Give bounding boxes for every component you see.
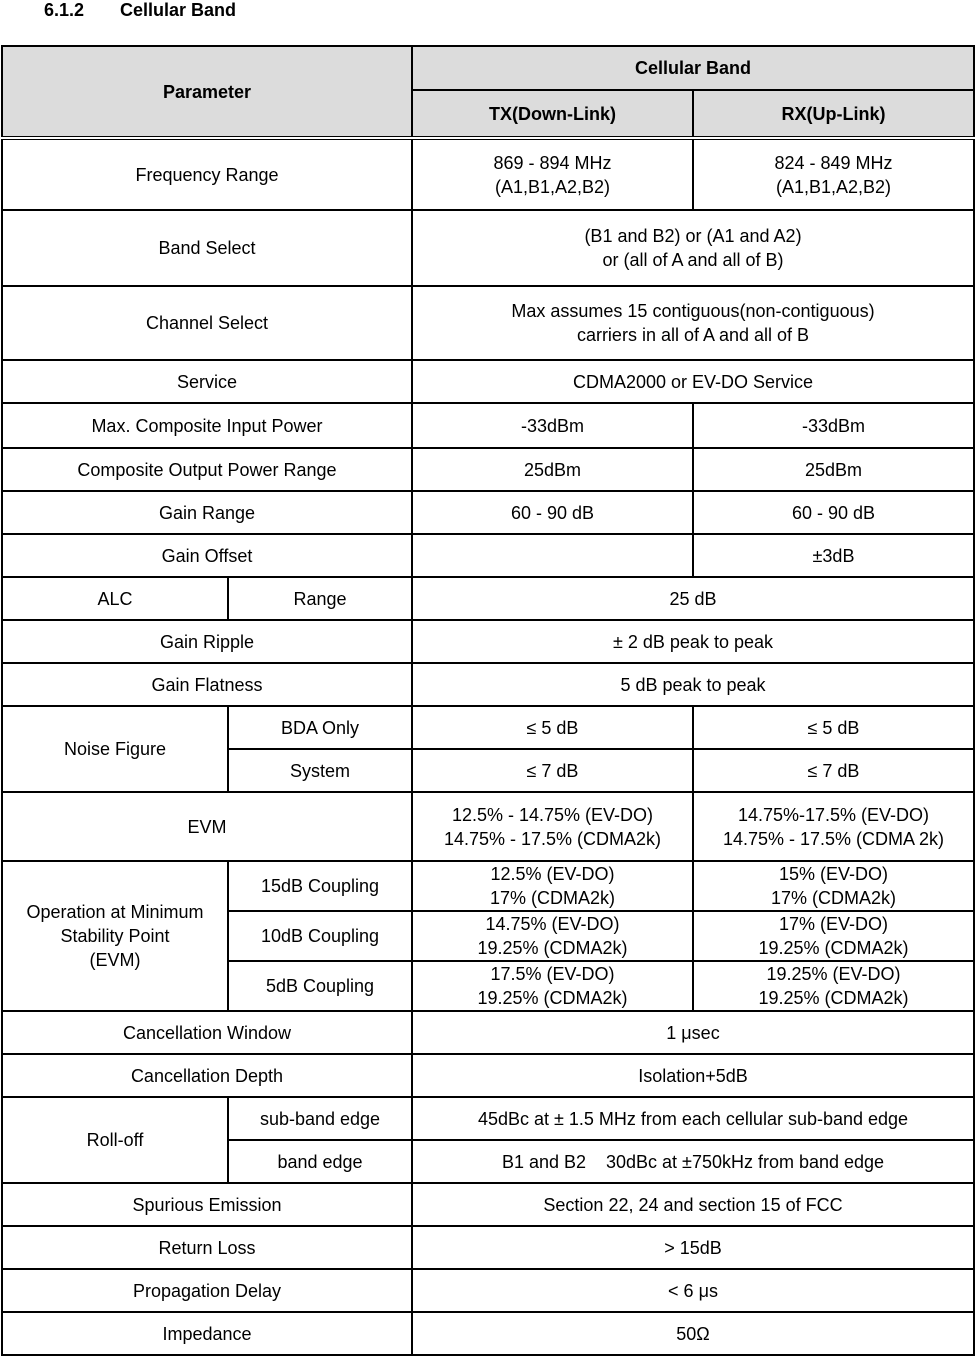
cell-line: Operation at Minimum [26,902,204,922]
cell-line: carriers in all of A and all of B [576,325,810,345]
row-label: Gain Offset [2,534,412,577]
value-cell: 25 dB [412,577,974,620]
rx-cell [693,138,974,210]
cell-line: Max assumes 15 contiguous(non-contiguous) [511,301,875,321]
table-row [2,1054,974,1097]
cell-line: 19.25% (CDMA2k) [758,988,909,1008]
row-label: Propagation Delay [2,1269,412,1312]
cellular-band-spec-table [1,45,975,1356]
cell-line: 12.5% (EV-DO) [490,864,615,884]
cell-line: 14.75% (EV-DO) [485,914,620,934]
cell-line: 19.25% (CDMA2k) [477,988,628,1008]
value-cell: Section 22, 24 and section 15 of FCC [412,1183,974,1226]
row-label: Gain Flatness [2,663,412,706]
cell-line: (B1 and B2) or (A1 and A2) [584,226,802,246]
value-cell: 1 μsec [412,1011,974,1054]
tx-cell [412,861,693,911]
table-row [2,663,974,706]
row-label: Noise Figure [2,706,228,792]
cell-line: 14.75% - 17.5% (CDMA2k) [443,828,662,849]
value-cell [412,286,974,360]
cell-line: Stability Point [60,926,170,946]
row-label: Cancellation Depth [2,1054,412,1097]
rx-cell: 60 - 90 dB [693,491,974,534]
table-row [2,792,974,861]
value-cell: ± 2 dB peak to peak [412,620,974,663]
header-parameter: Parameter [2,46,412,138]
row-label: Roll-off [2,1097,228,1183]
rx-cell [693,911,974,961]
row-label: Service [2,360,412,403]
cell-line: 14.75%-17.5% (EV-DO) [737,804,930,825]
value-cell: 50Ω [412,1312,974,1355]
cell-line: or (all of A and all of B) [602,250,784,270]
table-row [2,1226,974,1269]
section-title: Cellular Band [120,0,237,20]
row-sublabel: BDA Only [228,706,412,749]
row-sublabel: 10dB Coupling [228,911,412,961]
row-sublabel: 15dB Coupling [228,861,412,911]
tx-cell [412,911,693,961]
row-label: Max. Composite Input Power [2,403,412,448]
value-cell: > 15dB [412,1226,974,1269]
table-row [2,138,974,210]
row-label: Band Select [2,210,412,286]
table-row [2,1097,974,1140]
table-row [2,360,974,403]
table-row [2,534,974,577]
rx-cell: ±3dB [693,534,974,577]
row-sublabel: sub-band edge [228,1097,412,1140]
row-label: Gain Range [2,491,412,534]
value-cell: < 6 μs [412,1269,974,1312]
cell-line: (EVM) [89,950,141,970]
cell-line: (A1,B1,A2,B2) [775,176,892,197]
cell-line: 824 - 849 MHz [774,152,893,173]
value-cell: 5 dB peak to peak [412,663,974,706]
table-row [2,1183,974,1226]
tx-cell [412,792,693,861]
row-sublabel: 5dB Coupling [228,961,412,1011]
tx-cell: ≤ 5 dB [412,706,693,749]
cell-line: 17% (CDMA2k) [770,888,897,908]
cell-line: 17% (CDMA2k) [489,888,616,908]
rx-cell [693,961,974,1011]
row-label: Impedance [2,1312,412,1355]
section-heading [44,0,236,22]
row-sublabel: band edge [228,1140,412,1183]
rx-cell: -33dBm [693,403,974,448]
row-label: Frequency Range [2,138,412,210]
table-row [2,577,974,620]
row-label: ALC [2,577,228,620]
rx-cell [693,792,974,861]
tx-cell: 25dBm [412,448,693,491]
cell-line: 14.75% - 17.5% (CDMA 2k) [722,828,945,849]
tx-cell: 60 - 90 dB [412,491,693,534]
tx-cell [412,534,693,577]
cell-line: 19.25% (EV-DO) [766,964,901,984]
rx-cell [693,861,974,911]
cell-line: 17.5% (EV-DO) [490,964,615,984]
row-label: Return Loss [2,1226,412,1269]
tx-cell: ≤ 7 dB [412,749,693,792]
row-label [2,861,228,1011]
table-row [2,1269,974,1312]
row-sublabel: Range [228,577,412,620]
tx-cell [412,138,693,210]
table-row [2,403,974,448]
table-row [2,286,974,360]
header-tx: TX(Down-Link) [412,90,693,138]
table-row [2,1011,974,1054]
row-sublabel: System [228,749,412,792]
value-cell [412,210,974,286]
cell-line: 869 - 894 MHz [493,152,612,173]
cell-line: 19.25% (CDMA2k) [758,938,909,958]
table-row [2,861,974,911]
table-header-row [2,46,974,90]
row-label: Spurious Emission [2,1183,412,1226]
table-row [2,1312,974,1355]
value-cell: 45dBc at ± 1.5 MHz from each cellular sub-band edge [412,1097,974,1140]
table-row [2,706,974,749]
row-label: Gain Ripple [2,620,412,663]
row-label: Cancellation Window [2,1011,412,1054]
table-row [2,491,974,534]
cell-line: 17% (EV-DO) [778,914,889,934]
rx-cell: ≤ 7 dB [693,749,974,792]
header-cellular-band: Cellular Band [412,46,974,90]
rx-cell: 25dBm [693,448,974,491]
cell-line: (A1,B1,A2,B2) [494,176,611,197]
tx-cell [412,961,693,1011]
value-cell: CDMA2000 or EV-DO Service [412,360,974,403]
table-row [2,448,974,491]
cell-line: 12.5% - 14.75% (EV-DO) [451,804,654,825]
tx-cell: -33dBm [412,403,693,448]
value-cell: Isolation+5dB [412,1054,974,1097]
row-label: Channel Select [2,286,412,360]
table-row [2,620,974,663]
cell-text: B1 and B2 30dBc at ±750kHz from band edge [501,1151,885,1172]
row-label: EVM [2,792,412,861]
row-label: Composite Output Power Range [2,448,412,491]
table-row [2,210,974,286]
cell-line: 19.25% (CDMA2k) [477,938,628,958]
cell-line: 15% (EV-DO) [778,864,889,884]
value-cell [412,1140,974,1183]
section-number: 6.1.2 [44,0,85,20]
rx-cell: ≤ 5 dB [693,706,974,749]
header-rx: RX(Up-Link) [693,90,974,138]
